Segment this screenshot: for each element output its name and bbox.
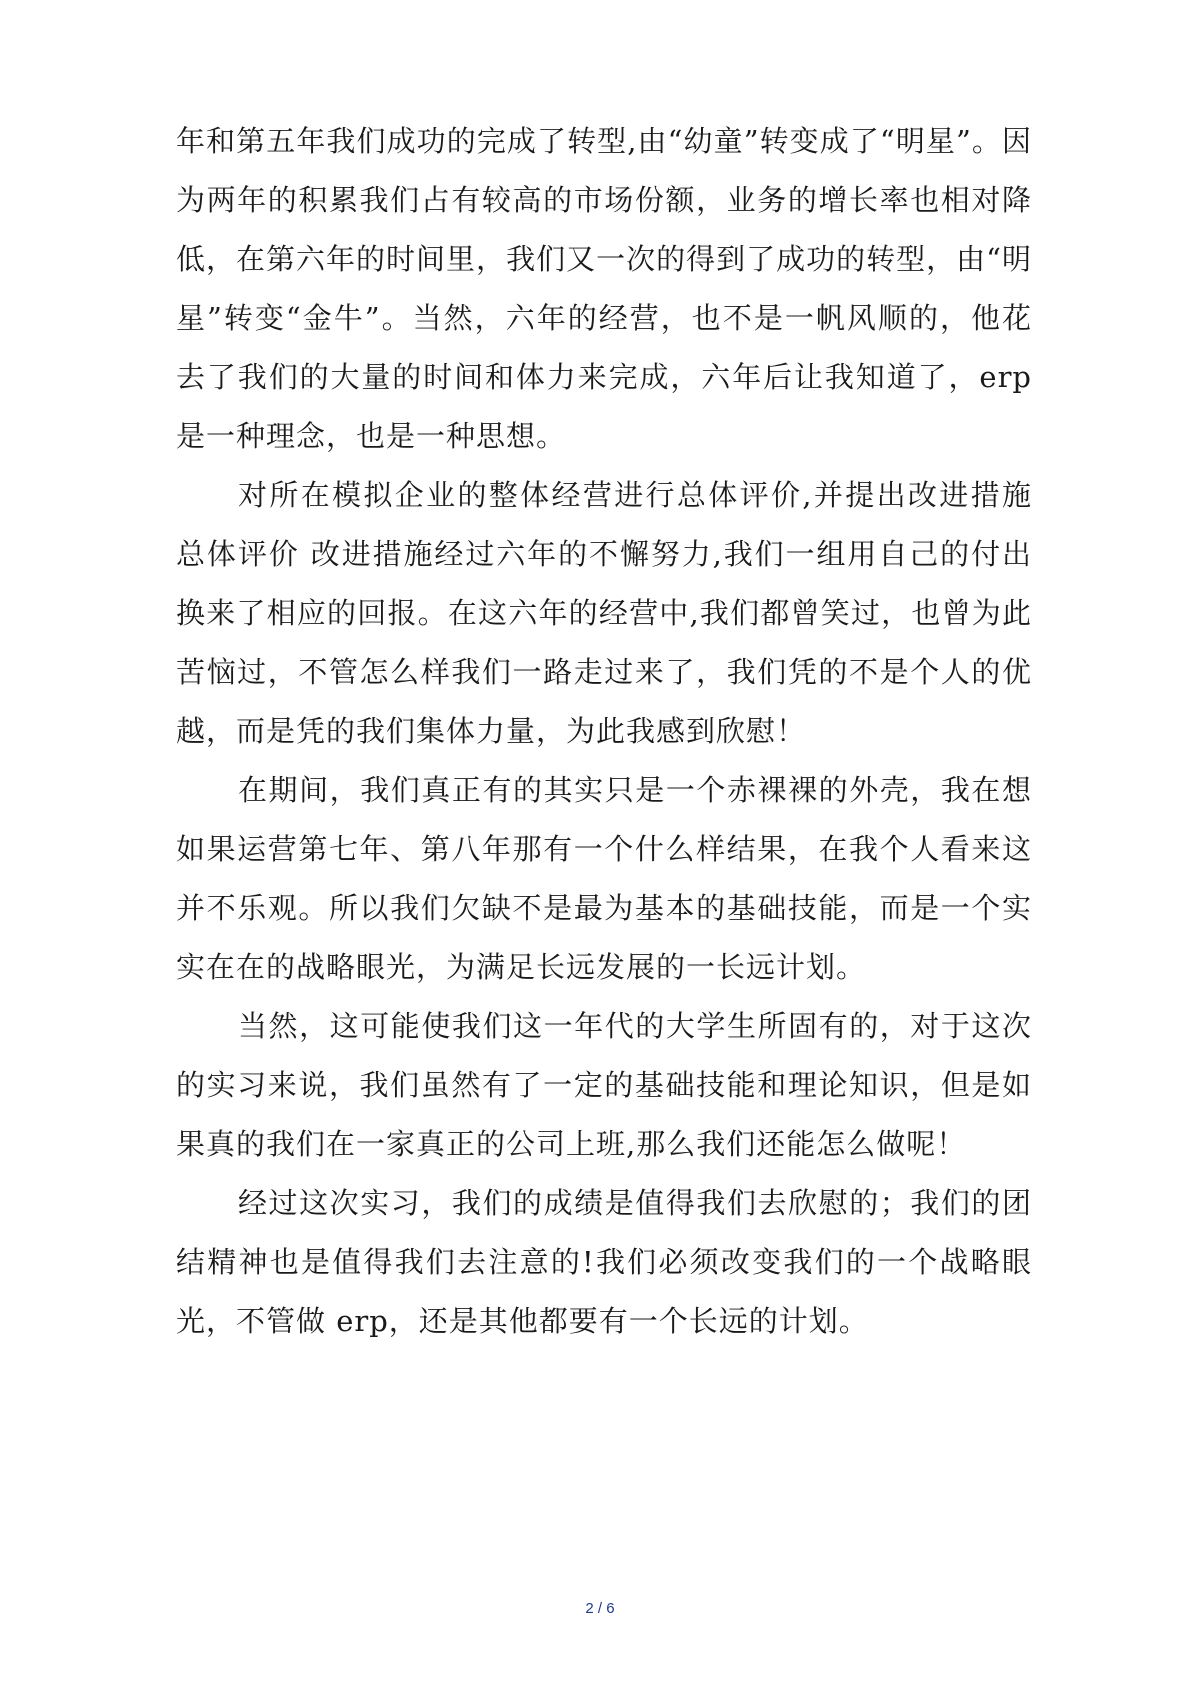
page-number: 2 / 6 [585, 1600, 615, 1617]
paragraph-4: 当然，这可能使我们这一年代的大学生所固有的，对于这次的实习来说，我们虽然有了一定的基础技能和理论知识，但是如果真的我们在一家真正的公司上班,那么我们还能怎么做呢！ [176, 1009, 1032, 1161]
paragraph-3: 在期间，我们真正有的其实只是一个赤裸裸的外壳，我在想如果运营第七年、第八年那有一个什么样结果，在我个人看来这并不乐观。所以我们欠缺不是最为基本的基础技能，而是一个实实在在的战略眼光，为满足长远发展的一长远计划。 [176, 773, 1032, 984]
paragraph-1: 年和第五年我们成功的完成了转型,由“幼童”转变成了“明星”。因为两年的积累我们占有较高的市场份额，业务的增长率也相对降低，在第六年的时间里，我们又一次的得到了成功的转型，由“明星”转变“金牛”。当然，六年的经营，也不是一帆风顺的，他花去了我们的大量的时间和体力来完成，六年后让我知道了，erp 是一种理念，也是一种思想。 [176, 124, 1032, 453]
document-body [176, 112, 1032, 1351]
paragraph-2: 对所在模拟企业的整体经营进行总体评价,并提出改进措施 总体评价 改进措施经过六年的不懈努力,我们一组用自己的付出换来了相应的回报。在这六年的经营中,我们都曾笑过，也曾为此苦恼过，不管怎么样我们一路走过来了，我们凭的不是个人的优越，而是凭的我们集体力量，为此我感到欣慰！ [176, 478, 1032, 748]
paragraph-5: 经过这次实习，我们的成绩是值得我们去欣慰的；我们的团结精神也是值得我们去注意的!我们必须改变我们的一个战略眼光，不管做 erp，还是其他都要有一个长远的计划。 [176, 1186, 1032, 1338]
